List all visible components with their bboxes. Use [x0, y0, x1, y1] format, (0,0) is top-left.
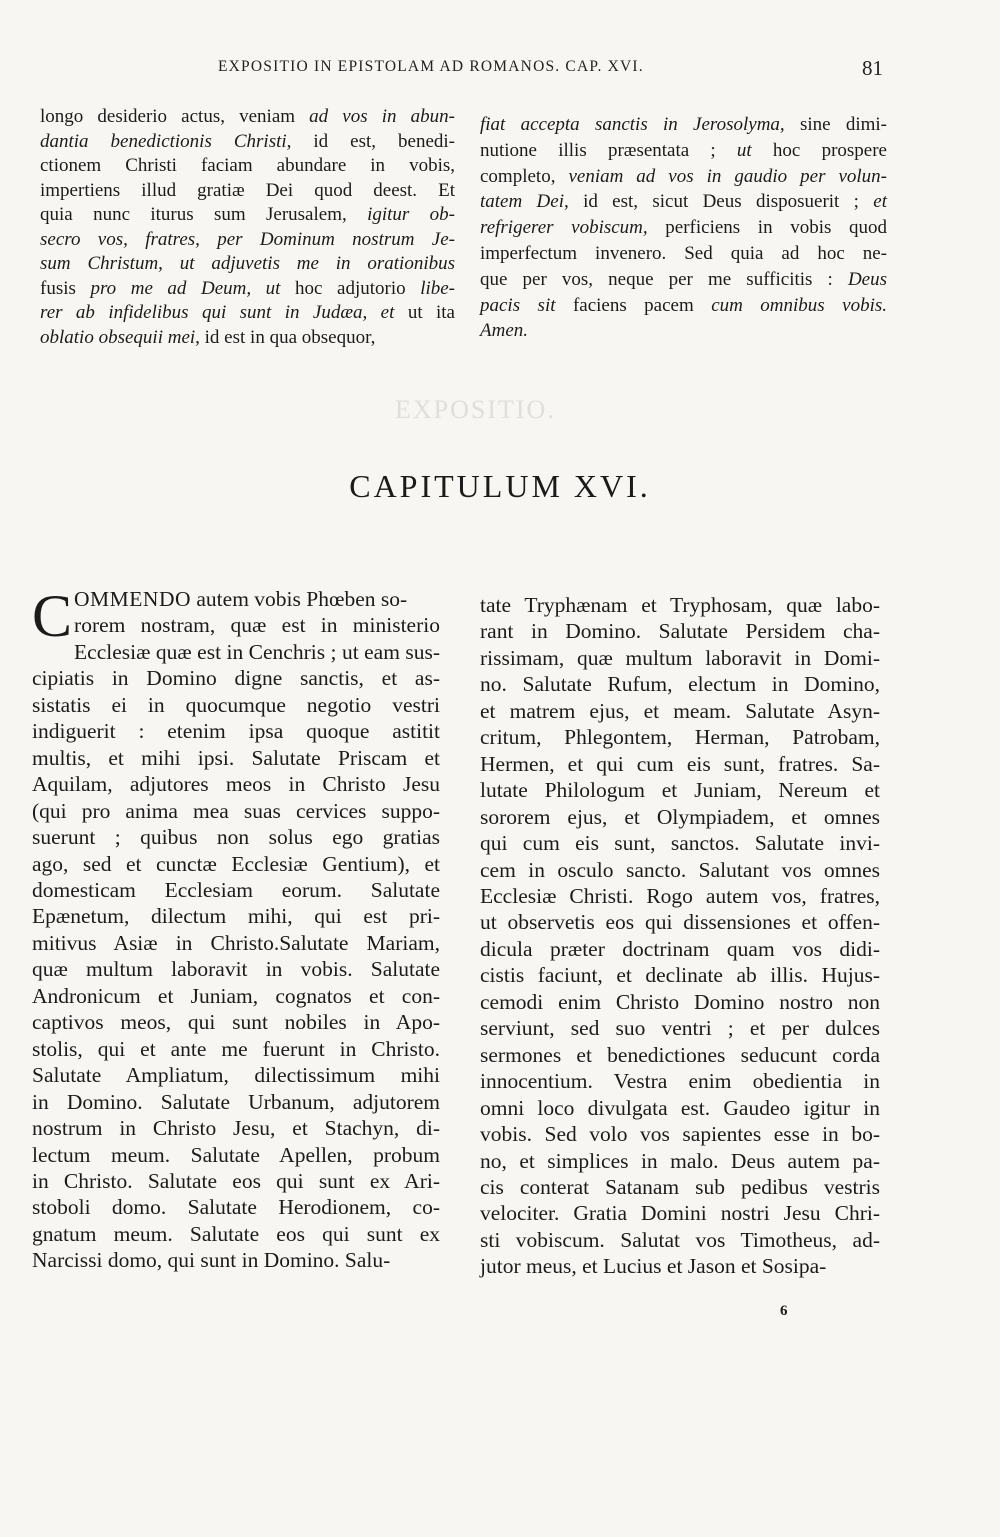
text-run: imperfectum invenero. Sed quia ad hoc ne- — [480, 242, 887, 264]
text-line: sermones et benedictiones seducunt corda — [480, 1042, 880, 1067]
text-line — [40, 179, 455, 204]
text-line: Narcissi domo, qui sunt in Domino. Salu- — [32, 1248, 391, 1273]
text-line: quæ multum laboravit in vobis. Salutate — [32, 957, 440, 982]
chapter-title: CAPITULUM XVI. — [349, 468, 651, 504]
text-run: nutione illis præsentata ; — [480, 139, 737, 161]
text-line: vobis. Sed volo vos sapientes esse in bo- — [480, 1122, 880, 1147]
text-line — [40, 301, 455, 326]
italic-phrase: tatem Dei, — [480, 191, 569, 213]
commentary-column-right — [480, 112, 887, 344]
text-line: captivos meos, qui sunt nobiles in Apo- — [32, 1010, 440, 1035]
text-line: stoboli domo. Salutate Herodionem, co- — [32, 1195, 440, 1220]
text-line — [40, 154, 455, 179]
text-line: autem vobis Phœben so- — [191, 587, 408, 611]
text-line — [40, 228, 455, 253]
text-line: no, et simplices in malo. Deus autem pa- — [480, 1148, 880, 1173]
text-line: cis conterat Satanam sub pedibus vestris — [480, 1174, 880, 1199]
text-line: innocentium. Vestra enim obedientia in — [480, 1069, 880, 1094]
text-line — [480, 241, 887, 267]
text-line: Andronicum et Juniam, cognatos et con- — [32, 983, 440, 1008]
opening-word: OMMENDO — [74, 587, 192, 611]
scripture-column-left — [32, 583, 440, 1274]
text-line: sororem ejus, et Olympiadem, et omnes — [480, 804, 880, 829]
text-line: Hermen, et qui cum eis sunt, fratres. Sa- — [480, 751, 880, 776]
italic-phrase: igitur ob- — [367, 204, 455, 225]
italic-phrase: fiat accepta sanctis in Jerosolyma, — [480, 114, 785, 135]
text-line: rant in Domino. Salutate Persidem cha- — [480, 619, 880, 644]
text-line: ago, sed et cunctæ Ecclesiæ Gentium), et — [32, 851, 440, 876]
signature-mark: 6 — [780, 1303, 788, 1319]
text-line — [480, 164, 887, 190]
drop-cap: C — [32, 583, 73, 649]
text-line — [40, 326, 455, 351]
text-line: suerunt ; quibus non solus ego gratias — [32, 825, 440, 850]
text-line: rorem nostram, quæ est in ministerio — [74, 613, 440, 638]
text-run: ut ita — [394, 302, 455, 323]
italic-phrase: secro vos, fratres, per Dominum nostrum Je- — [40, 228, 455, 250]
bleed-through-heading: EXPOSITIO. — [395, 395, 556, 424]
text-line: lectum meum. Salutate Apellen, probum — [32, 1142, 440, 1167]
text-run: faciens pacem — [555, 294, 712, 316]
text-line: ut observetis eos qui dissensiones et offen- — [480, 910, 880, 935]
text-line: multis, et mihi ipsi. Salutate Priscam et — [32, 745, 440, 770]
text-line — [40, 130, 455, 155]
text-run: perficiens in vobis quod — [647, 217, 887, 239]
page-number: 81 — [862, 56, 883, 80]
text-line: critum, Phlegontem, Herman, Patrobam, — [480, 725, 880, 750]
text-line — [480, 215, 887, 241]
running-head: EXPOSITIO IN EPISTOLAM AD ROMANOS. CAP. XVI. — [218, 58, 644, 75]
text-line: mitivus Asiæ in Christo.Salutate Mariam, — [32, 930, 440, 955]
text-run: hoc adjutorio — [280, 277, 421, 299]
italic-phrase: cum omnibus vobis. — [711, 294, 887, 316]
text-line — [480, 112, 887, 138]
italic-phrase: pacis sit — [480, 294, 556, 316]
text-line — [480, 318, 887, 344]
italic-phrase: Deus — [847, 268, 887, 290]
text-line — [480, 293, 887, 319]
text-line: velociter. Gratia Domini nostri Jesu Chri- — [480, 1201, 880, 1226]
italic-phrase: ut — [736, 139, 752, 161]
text-line: tate Tryphænam et Tryphosam, quæ labo- — [480, 593, 880, 617]
text-run: ctionem Christi faciam abundare in vobis, — [40, 155, 455, 176]
text-run: fusis — [40, 277, 91, 299]
italic-phrase: pro me ad Deum, ut — [90, 277, 281, 299]
text-line — [40, 105, 455, 130]
text-line: dicula præter doctrinam quam vos didi- — [480, 936, 880, 961]
text-line: omni loco divulgata est. Gaudeo igitur in — [480, 1095, 880, 1120]
text-run: quia nunc iturus sum Jerusalem, — [40, 204, 368, 225]
text-line: stolis, qui et ante me fuerunt in Christo. — [32, 1036, 440, 1061]
text-line: cipiatis in Domino digne sanctis, et as- — [32, 666, 440, 691]
italic-phrase: oblatio obsequii mei, — [40, 326, 200, 348]
text-line: Aquilam, adjutores meos in Christo Jesu — [32, 772, 440, 797]
text-line: gnatum meum. Salutate eos qui sunt ex — [32, 1221, 440, 1246]
text-line: indiguerit : etenim ipsa quoque astitit — [32, 719, 440, 744]
text-run: id est, benedi- — [291, 130, 455, 152]
text-line: Ecclesiæ quæ est in Cenchris ; ut eam sus- — [74, 639, 440, 664]
italic-phrase: sum Christum, ut adjuvetis me in orationibus — [40, 253, 455, 274]
italic-phrase: refrigerer vobiscum, — [480, 217, 648, 239]
text-line: in Domino. Salutate Urbanum, adjutorem — [32, 1089, 440, 1114]
italic-phrase: rer ab infidelibus qui sunt in Judæa, et — [40, 302, 395, 323]
text-line: (qui pro anima mea suas cervices suppo- — [32, 798, 440, 823]
text-run: id est in qua obsequor, — [199, 326, 376, 348]
italic-phrase: Amen. — [480, 320, 529, 342]
text-line: qui cum eis sunt, sanctos. Salutate invi- — [480, 831, 880, 856]
italic-phrase: ad vos in abun- — [309, 106, 456, 127]
text-line: sti vobiscum. Salutat vos Timotheus, ad- — [480, 1227, 880, 1252]
text-run: completo, — [480, 165, 569, 187]
scripture-column-right — [480, 592, 880, 1280]
text-line: cistis faciunt, et declinate ab illis. Hujus- — [480, 963, 880, 988]
text-line — [40, 252, 455, 277]
text-run: que per vos, neque per me sufficitis : — [480, 268, 848, 290]
italic-phrase: libe- — [420, 277, 456, 299]
text-line: sistatis ei in quocumque negotio vestri — [32, 692, 440, 717]
text-line — [480, 138, 887, 164]
text-line — [40, 277, 455, 302]
text-run: impertiens illud gratiæ Dei quod deest. Et — [40, 179, 455, 201]
text-run: id est, sicut Deus disposuerit ; — [568, 191, 874, 213]
commentary-column-left — [40, 105, 455, 350]
text-line: serviunt, sed suo ventri ; et per dulces — [480, 1016, 880, 1041]
text-line: rissimam, quæ multum laboravit in Domi- — [480, 645, 880, 670]
italic-phrase: dantia benedictionis Christi, — [40, 130, 292, 152]
text-line: Ecclesiæ Christi. Rogo autem vos, fratres, — [480, 883, 880, 908]
text-run: sine dimi- — [784, 114, 887, 135]
text-line: cemodi enim Christo Domino nostro non — [480, 989, 880, 1014]
italic-phrase: veniam ad vos in gaudio per volun- — [568, 165, 888, 187]
text-line — [480, 267, 887, 293]
italic-phrase: et — [873, 191, 887, 213]
text-run: hoc prospere — [751, 139, 887, 161]
text-line — [480, 189, 887, 215]
text-line — [40, 203, 455, 228]
text-line: lutate Philologum et Juniam, Nereum et — [480, 778, 880, 803]
text-line: domesticam Ecclesiam eorum. Salutate — [32, 877, 440, 902]
text-line: jutor meus, et Lucius et Jason et Sosipa- — [480, 1254, 827, 1279]
text-line: Salutate Ampliatum, dilectissimum mihi — [32, 1063, 440, 1088]
text-line: in Christo. Salutate eos qui sunt ex Ari- — [32, 1168, 440, 1193]
text-run: longo desiderio actus, veniam — [40, 106, 310, 127]
text-line: cem in osculo sancto. Salutant vos omnes — [480, 857, 880, 882]
text-line: nostrum in Christo Jesu, et Stachyn, di- — [32, 1116, 440, 1141]
text-line: no. Salutate Rufum, electum in Domino, — [480, 672, 880, 697]
text-line: et matrem ejus, et meam. Salutate Asyn- — [480, 698, 880, 723]
text-line: Epænetum, dilectum mihi, qui est pri- — [32, 904, 440, 929]
